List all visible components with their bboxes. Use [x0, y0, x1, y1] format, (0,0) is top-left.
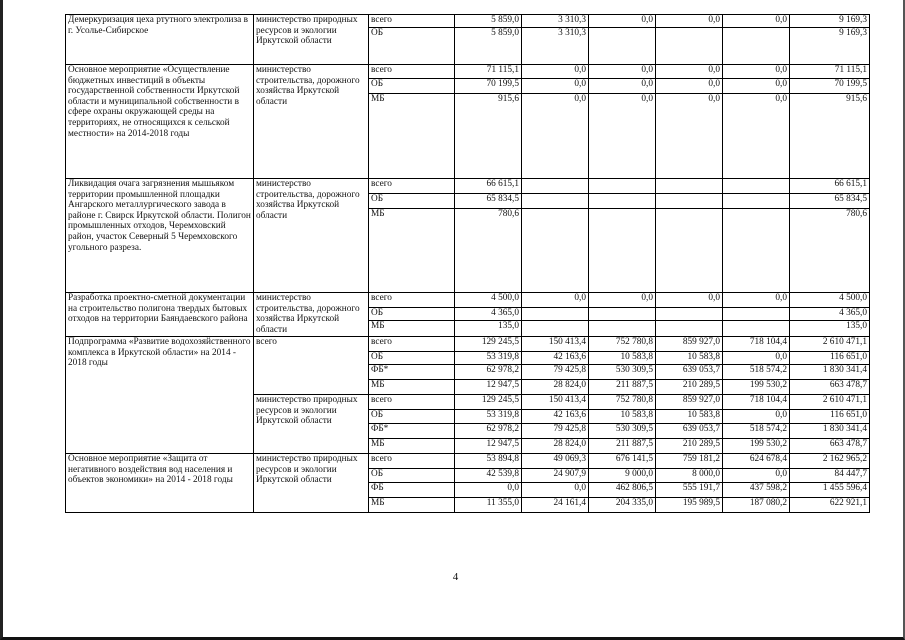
amount-cell: 0,0 [723, 79, 790, 94]
amount-cell: 0,0 [723, 15, 790, 28]
page-number: 4 [452, 571, 459, 583]
amount-cell: 718 104,4 [723, 337, 790, 352]
amount-cell: 530 309,5 [589, 365, 656, 380]
amount-cell: 199 530,2 [723, 439, 790, 454]
total-amount-cell: 9 169,3 [790, 28, 870, 65]
amount-cell: 150 413,4 [522, 337, 589, 352]
event-name-cell: Ликвидация очага загрязнения мышьяком территории промышленной площадки Ангарского металлургического завода в районе г. Свирск Иркутской области. Полигон промышленных отходов, Черемховский район, участок Северный 5 Черемховского угольного разреза. [66, 179, 254, 293]
amount-cell: 12 947,5 [455, 380, 522, 395]
amount-cell: 204 335,0 [589, 498, 656, 513]
amount-cell: 624 678,4 [723, 454, 790, 469]
amount-cell: 0,0 [589, 15, 656, 28]
total-amount-cell: 2 610 471,1 [790, 395, 870, 410]
amount-cell [589, 179, 656, 194]
funding-source-cell: всего [369, 337, 455, 352]
amount-cell: 639 053,7 [656, 424, 723, 439]
funding-source-cell: ОБ [369, 352, 455, 365]
amount-cell: 70 199,5 [455, 79, 522, 94]
amount-cell: 28 824,0 [522, 439, 589, 454]
amount-cell: 42 539,8 [455, 469, 522, 483]
amount-cell: 555 191,7 [656, 483, 723, 498]
amount-cell: 0,0 [589, 65, 656, 79]
amount-cell: 12 947,5 [455, 439, 522, 454]
amount-cell: 0,0 [455, 483, 522, 498]
total-amount-cell: 622 921,1 [790, 498, 870, 513]
funding-source-cell: всего [369, 15, 455, 28]
amount-cell: 0,0 [656, 15, 723, 28]
amount-cell: 0,0 [656, 65, 723, 79]
total-amount-cell: 780,6 [790, 209, 870, 293]
table-row [66, 454, 870, 469]
funding-source-cell: всего [369, 65, 455, 79]
amount-cell: 0,0 [656, 79, 723, 94]
amount-cell: 752 780,8 [589, 395, 656, 410]
total-amount-cell: 65 834,5 [790, 194, 870, 209]
amount-cell [589, 308, 656, 321]
event-name-cell: Разработка проектно-сметной документации на строительство полигона твердых бытовых отходов на территории Баяндаевского района [66, 293, 254, 337]
amount-cell: 10 583,8 [589, 352, 656, 365]
amount-cell: 0,0 [723, 94, 790, 179]
funding-source-cell: всего [369, 179, 455, 194]
executor-cell: министерство строительства, дорожного хозяйства Иркутской области [254, 179, 369, 293]
amount-cell: 676 141,5 [589, 454, 656, 469]
funding-source-cell: МБ [369, 321, 455, 337]
amount-cell [522, 179, 589, 194]
funding-source-cell: ФБ* [369, 424, 455, 439]
amount-cell: 24 161,4 [522, 498, 589, 513]
total-amount-cell: 4 500,0 [790, 293, 870, 308]
amount-cell: 0,0 [723, 293, 790, 308]
amount-cell: 752 780,8 [589, 337, 656, 352]
amount-cell: 0,0 [723, 352, 790, 365]
amount-cell [589, 194, 656, 209]
funding-source-cell: всего [369, 454, 455, 469]
amount-cell: 42 163,6 [522, 352, 589, 365]
funding-source-cell: ОБ [369, 28, 455, 65]
table-row [66, 65, 870, 79]
executor-cell: министерство природных ресурсов и экологии Иркутской области [254, 395, 369, 454]
amount-cell: 71 115,1 [455, 65, 522, 79]
event-name-cell: Основное мероприятие «Осуществление бюджетных инвестиций в объекты государственной собственности Иркутской области и муниципальной собственности в сфере охраны окружающей среды на территориях, не относящихся к сельской местности» на 2014-2018 годы [66, 65, 254, 179]
amount-cell [656, 321, 723, 337]
amount-cell [723, 308, 790, 321]
amount-cell: 0,0 [723, 410, 790, 424]
amount-cell: 4 500,0 [455, 293, 522, 308]
amount-cell: 3 310,3 [522, 15, 589, 28]
executor-cell: министерство строительства, дорожного хозяйства Иркутской области [254, 293, 369, 337]
funding-source-cell: всего [369, 395, 455, 410]
funding-source-cell: ФБ [369, 483, 455, 498]
amount-cell: 9 000,0 [589, 469, 656, 483]
amount-cell: 62 978,2 [455, 365, 522, 380]
amount-cell: 53 319,8 [455, 410, 522, 424]
amount-cell: 639 053,7 [656, 365, 723, 380]
table-row [66, 15, 870, 28]
funding-source-cell: всего [369, 293, 455, 308]
amount-cell: 210 289,5 [656, 380, 723, 395]
amount-cell: 0,0 [522, 65, 589, 79]
amount-cell: 437 598,2 [723, 483, 790, 498]
amount-cell: 11 355,0 [455, 498, 522, 513]
funding-source-cell: МБ [369, 380, 455, 395]
amount-cell: 5 859,0 [455, 15, 522, 28]
amount-cell: 10 583,8 [656, 410, 723, 424]
amount-cell: 62 978,2 [455, 424, 522, 439]
amount-cell [656, 209, 723, 293]
funding-source-cell: ОБ [369, 194, 455, 209]
event-name-cell: Демеркуризация цеха ртутного электролиза в г. Усолье-Сибирское [66, 15, 254, 65]
amount-cell [589, 209, 656, 293]
amount-cell [723, 209, 790, 293]
amount-cell: 0,0 [522, 94, 589, 179]
amount-cell: 79 425,8 [522, 365, 589, 380]
amount-cell: 530 309,5 [589, 424, 656, 439]
executor-cell: министерство природных ресурсов и экологии Иркутской области [254, 454, 369, 513]
amount-cell: 718 104,4 [723, 395, 790, 410]
event-name-cell: Подпрограмма «Развитие водохозяйственного комплекса в Иркутской области» на 2014 - 2018 годы [66, 337, 254, 454]
amount-cell: 53 894,8 [455, 454, 522, 469]
amount-cell [656, 179, 723, 194]
amount-cell: 10 583,8 [656, 352, 723, 365]
amount-cell: 195 989,5 [656, 498, 723, 513]
total-amount-cell: 1 830 341,4 [790, 424, 870, 439]
amount-cell: 0,0 [522, 483, 589, 498]
amount-cell: 859 927,0 [656, 395, 723, 410]
amount-cell: 915,6 [455, 94, 522, 179]
amount-cell: 199 530,2 [723, 380, 790, 395]
amount-cell: 518 574,2 [723, 365, 790, 380]
total-amount-cell: 116 651,0 [790, 352, 870, 365]
amount-cell: 211 887,5 [589, 380, 656, 395]
amount-cell: 210 289,5 [656, 439, 723, 454]
amount-cell: 66 615,1 [455, 179, 522, 194]
funding-source-cell: МБ [369, 498, 455, 513]
amount-cell: 859 927,0 [656, 337, 723, 352]
funding-source-cell: МБ [369, 209, 455, 293]
amount-cell: 129 245,5 [455, 337, 522, 352]
amount-cell [589, 28, 656, 65]
funding-source-cell: ОБ [369, 79, 455, 94]
table-row [66, 293, 870, 308]
amount-cell: 0,0 [522, 79, 589, 94]
executor-cell: министерство природных ресурсов и экологии Иркутской области [254, 15, 369, 65]
funding-source-cell: ОБ [369, 469, 455, 483]
funding-source-cell: ФБ* [369, 365, 455, 380]
amount-cell [522, 209, 589, 293]
amount-cell: 0,0 [589, 293, 656, 308]
amount-cell: 0,0 [522, 293, 589, 308]
amount-cell: 28 824,0 [522, 380, 589, 395]
amount-cell: 462 806,5 [589, 483, 656, 498]
amount-cell: 211 887,5 [589, 439, 656, 454]
amount-cell: 49 069,3 [522, 454, 589, 469]
amount-cell: 4 365,0 [455, 308, 522, 321]
amount-cell: 0,0 [656, 293, 723, 308]
total-amount-cell: 84 447,7 [790, 469, 870, 483]
amount-cell [522, 194, 589, 209]
amount-cell: 129 245,5 [455, 395, 522, 410]
amount-cell: 3 310,3 [522, 28, 589, 65]
amount-cell [723, 28, 790, 65]
total-amount-cell: 1 455 596,4 [790, 483, 870, 498]
total-amount-cell: 70 199,5 [790, 79, 870, 94]
amount-cell [656, 308, 723, 321]
total-amount-cell: 135,0 [790, 321, 870, 337]
amount-cell: 0,0 [589, 94, 656, 179]
total-amount-cell: 663 478,7 [790, 439, 870, 454]
amount-cell: 24 907,9 [522, 469, 589, 483]
amount-cell: 135,0 [455, 321, 522, 337]
amount-cell [723, 179, 790, 194]
funding-source-cell: ОБ [369, 308, 455, 321]
total-amount-cell: 2 162 965,2 [790, 454, 870, 469]
executor-cell: всего [254, 337, 369, 395]
budget-table [65, 14, 870, 513]
table-row [66, 179, 870, 194]
total-amount-cell: 4 365,0 [790, 308, 870, 321]
funding-source-cell: МБ [369, 439, 455, 454]
amount-cell [723, 194, 790, 209]
amount-cell: 42 163,6 [522, 410, 589, 424]
total-amount-cell: 66 615,1 [790, 179, 870, 194]
amount-cell: 0,0 [589, 79, 656, 94]
amount-cell [723, 321, 790, 337]
amount-cell: 0,0 [723, 469, 790, 483]
total-amount-cell: 1 830 341,4 [790, 365, 870, 380]
amount-cell: 518 574,2 [723, 424, 790, 439]
amount-cell [589, 321, 656, 337]
amount-cell: 8 000,0 [656, 469, 723, 483]
amount-cell: 780,6 [455, 209, 522, 293]
amount-cell: 0,0 [656, 94, 723, 179]
amount-cell: 187 080,2 [723, 498, 790, 513]
amount-cell: 79 425,8 [522, 424, 589, 439]
funding-source-cell: ОБ [369, 410, 455, 424]
amount-cell [522, 321, 589, 337]
executor-cell: министерство строительства, дорожного хозяйства Иркутской области [254, 65, 369, 179]
amount-cell: 0,0 [723, 65, 790, 79]
amount-cell: 759 181,2 [656, 454, 723, 469]
amount-cell: 53 319,8 [455, 352, 522, 365]
amount-cell: 5 859,0 [455, 28, 522, 65]
total-amount-cell: 2 610 471,1 [790, 337, 870, 352]
total-amount-cell: 663 478,7 [790, 380, 870, 395]
amount-cell [656, 194, 723, 209]
amount-cell [656, 28, 723, 65]
event-name-cell: Основное мероприятие «Защита от негативного воздействия вод населения и объектов экономики» на 2014 - 2018 годы [66, 454, 254, 513]
total-amount-cell: 116 651,0 [790, 410, 870, 424]
funding-source-cell: МБ [369, 94, 455, 179]
total-amount-cell: 9 169,3 [790, 15, 870, 28]
table-row [66, 337, 870, 352]
amount-cell: 150 413,4 [522, 395, 589, 410]
total-amount-cell: 71 115,1 [790, 65, 870, 79]
amount-cell [522, 308, 589, 321]
amount-cell: 65 834,5 [455, 194, 522, 209]
amount-cell: 10 583,8 [589, 410, 656, 424]
total-amount-cell: 915,6 [790, 94, 870, 179]
